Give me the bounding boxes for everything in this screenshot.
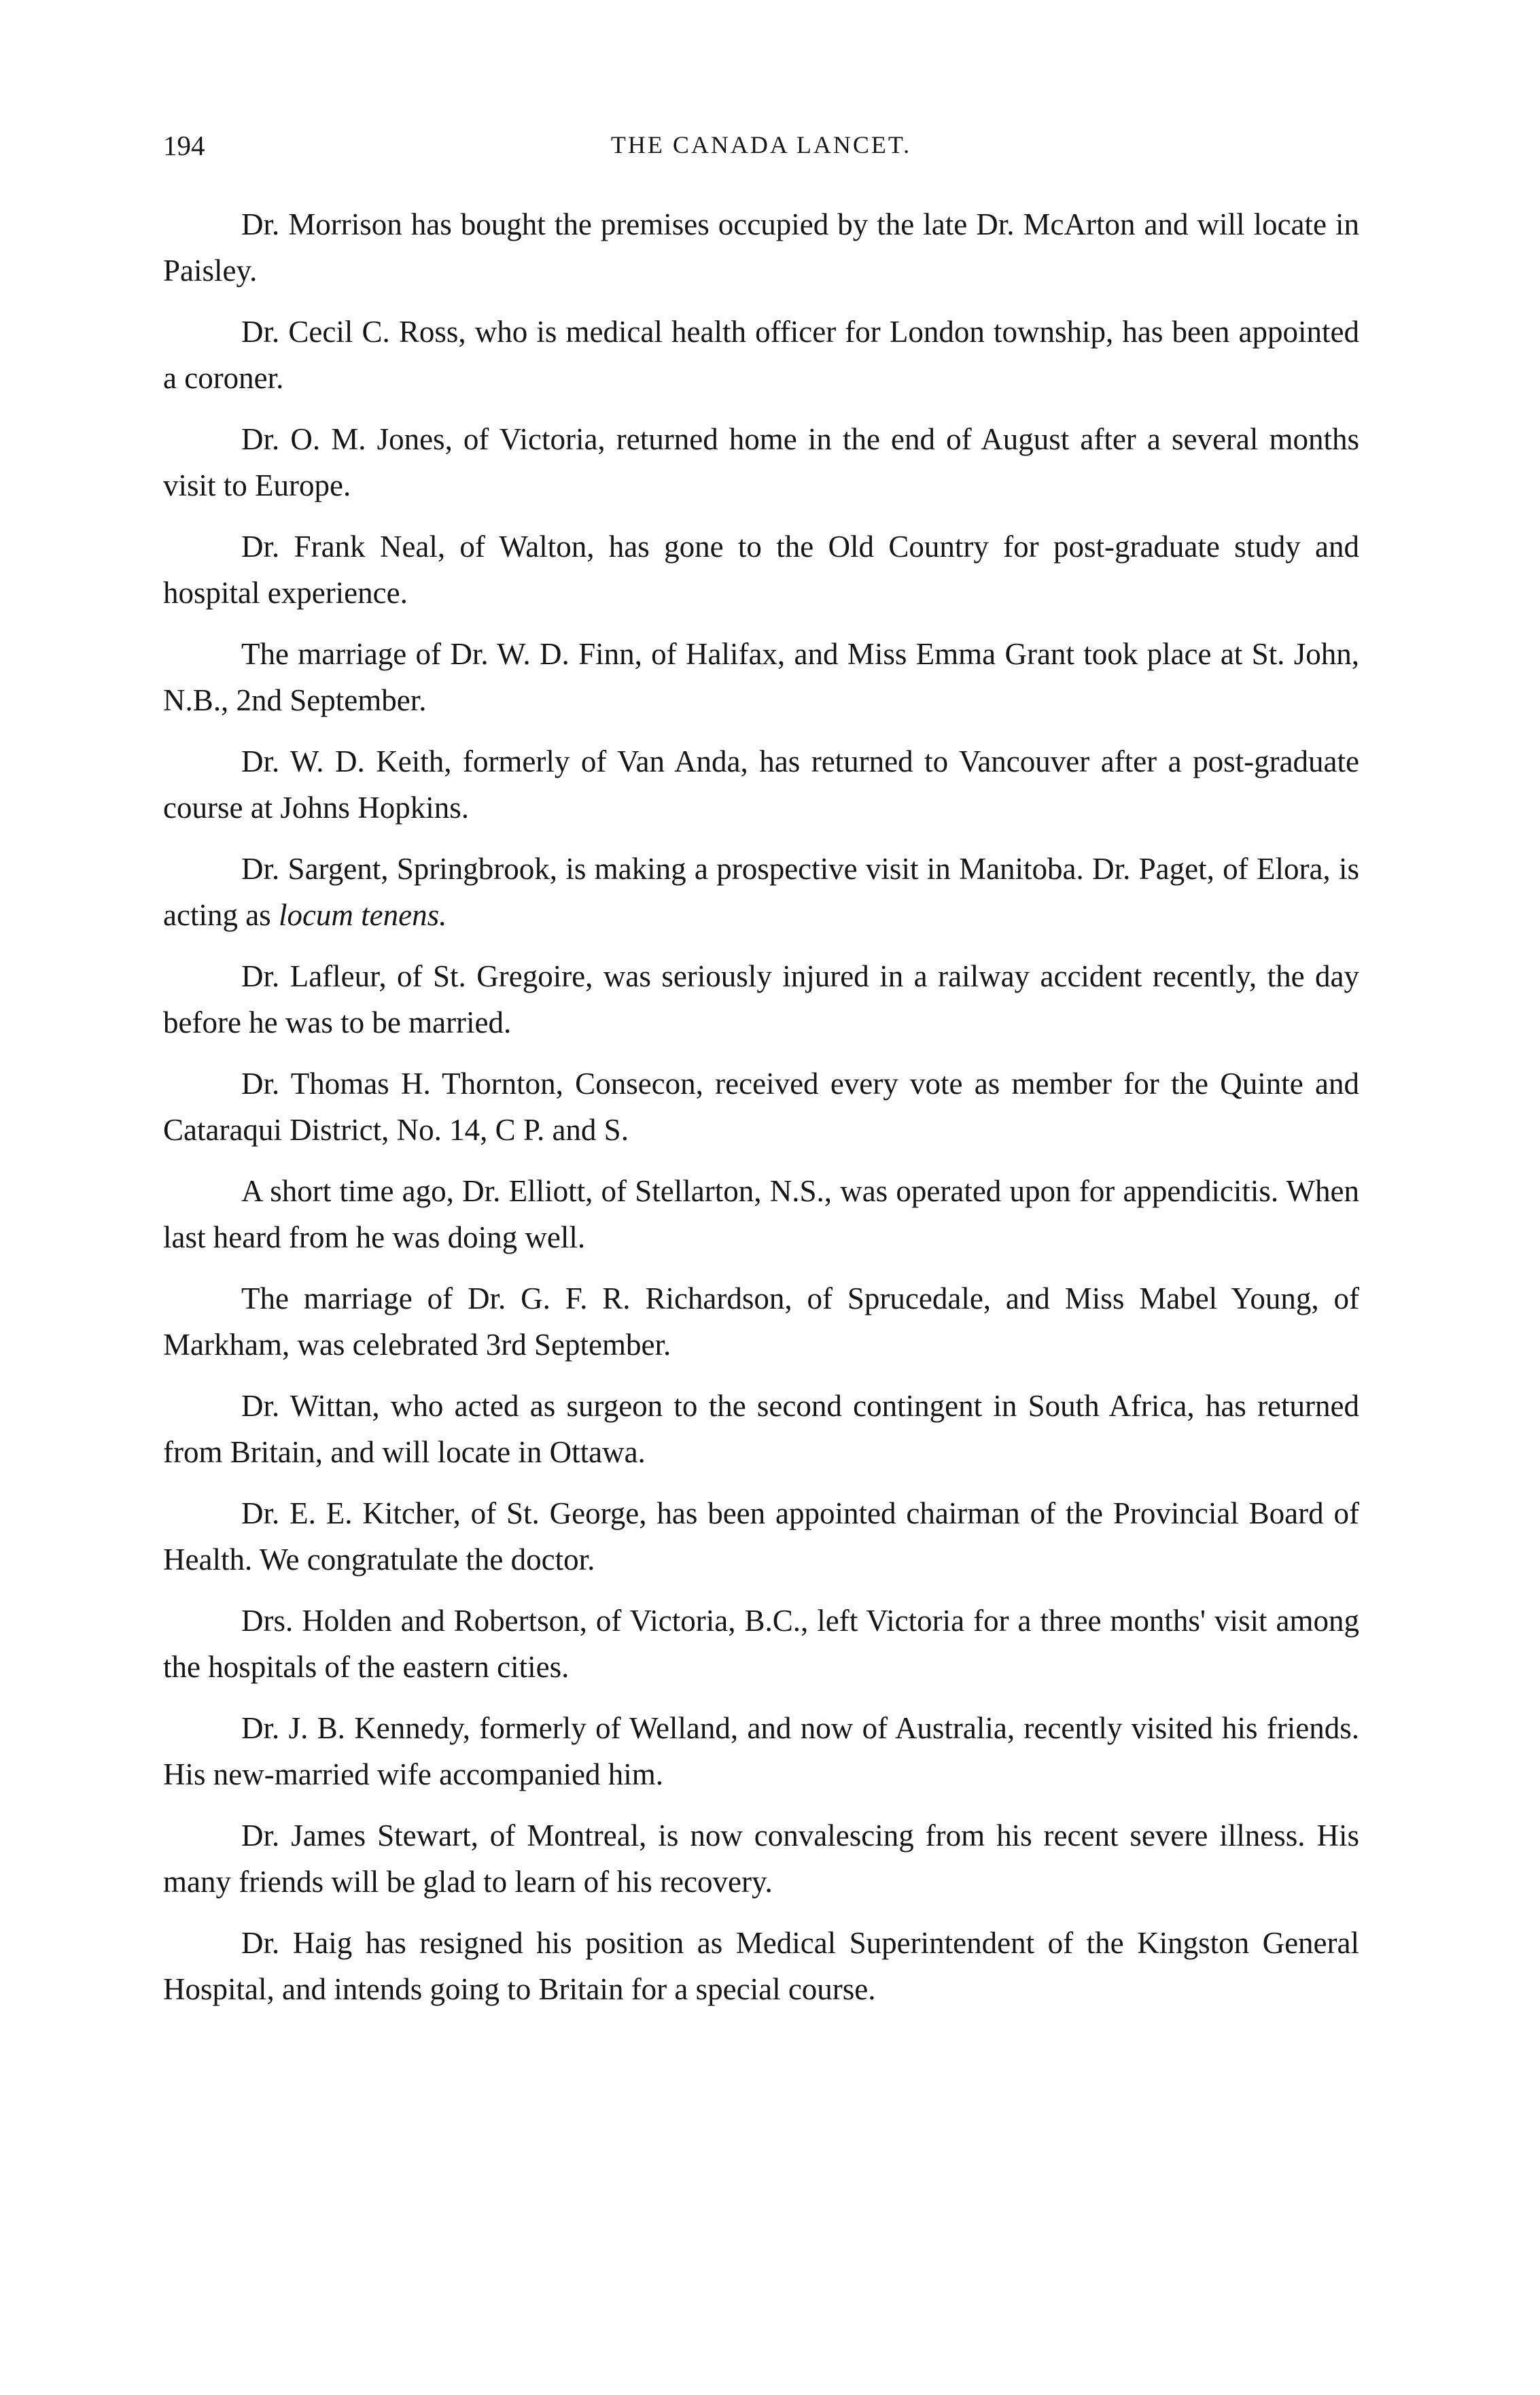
news-item-morrison bbox=[163, 201, 1359, 294]
news-item-text: Dr. O. M. Jones, of Victoria, returned home in the end of August after a several months visit to Europe. bbox=[163, 422, 1359, 502]
news-item-holden-robertson bbox=[163, 1598, 1359, 1690]
personal-news-items bbox=[163, 201, 1359, 2012]
journal-title: THE CANADA LANCET. bbox=[610, 131, 912, 158]
news-item-text: Dr. Morrison has bought the premises occupied by the late Dr. McArton and will locate in Paisley. bbox=[163, 207, 1359, 288]
news-item-wittan bbox=[163, 1383, 1359, 1475]
news-item-text: The marriage of Dr. G. F. R. Richardson, of Sprucedale, and Miss Mabel Young, of Markham, was celebrated 3rd September. bbox=[163, 1281, 1359, 1362]
page-number: 194 bbox=[163, 130, 205, 161]
news-item-stewart bbox=[163, 1812, 1359, 1905]
news-item-italic-text: locum tenens. bbox=[278, 898, 447, 932]
news-item-text: The marriage of Dr. W. D. Finn, of Halifax, and Miss Emma Grant took place at St. John, N.B., 2nd September. bbox=[163, 637, 1359, 717]
news-item-text: Dr. Wittan, who acted as surgeon to the second contingent in South Africa, has returned from Britain, and will locate in Ottawa. bbox=[163, 1389, 1359, 1469]
news-item-ross bbox=[163, 309, 1359, 401]
news-item-text: Dr. J. B. Kennedy, formerly of Welland, and now of Australia, recently visited his friends. His new-married wife accompanied him. bbox=[163, 1711, 1359, 1791]
news-item-thornton bbox=[163, 1061, 1359, 1153]
news-item-finn-marriage bbox=[163, 631, 1359, 723]
news-item-haig bbox=[163, 1920, 1359, 2012]
news-item-text: Dr. E. E. Kitcher, of St. George, has been appointed chairman of the Provincial Board of Health. We congratulate the doctor. bbox=[163, 1496, 1359, 1576]
news-item-sargent bbox=[163, 846, 1359, 938]
news-item-text: A short time ago, Dr. Elliott, of Stellarton, N.S., was operated upon for appendicitis. When last heard from he was doing well. bbox=[163, 1174, 1359, 1254]
news-item-text: Dr. Sargent, Springbrook, is making a prospective visit in Manitoba. Dr. Paget, of Elora, is acting as bbox=[163, 852, 1359, 932]
news-item-richardson-marriage bbox=[163, 1275, 1359, 1368]
news-item-text: Drs. Holden and Robertson, of Victoria, B.C., left Victoria for a three months' visit among the hospitals of the eastern cities. bbox=[163, 1604, 1359, 1684]
news-item-lafleur bbox=[163, 953, 1359, 1046]
news-item-kitcher bbox=[163, 1490, 1359, 1583]
news-item-text: Dr. Cecil C. Ross, who is medical health officer for London township, has been appointed a coroner. bbox=[163, 315, 1359, 395]
news-item-text: Dr. Frank Neal, of Walton, has gone to the Old Country for post-graduate study and hospital experience. bbox=[163, 530, 1359, 610]
news-item-text: Dr. Haig has resigned his position as Medical Superintendent of the Kingston General Hospital, and intends going to Britain for a special course. bbox=[163, 1926, 1359, 2006]
news-item-text: Dr. Lafleur, of St. Gregoire, was seriously injured in a railway accident recently, the day before he was to be married. bbox=[163, 959, 1359, 1039]
news-item-elliott bbox=[163, 1168, 1359, 1260]
news-item-keith bbox=[163, 738, 1359, 831]
news-item-text: Dr. James Stewart, of Montreal, is now convalescing from his recent severe illness. His many friends will be glad to learn of his recovery. bbox=[163, 1819, 1359, 1899]
news-item-kennedy bbox=[163, 1705, 1359, 1797]
news-item-jones bbox=[163, 416, 1359, 509]
news-item-neal bbox=[163, 523, 1359, 616]
news-item-text: Dr. W. D. Keith, formerly of Van Anda, has returned to Vancouver after a post-graduate course at Johns Hopkins. bbox=[163, 744, 1359, 825]
news-item-text: Dr. Thomas H. Thornton, Consecon, received every vote as member for the Quinte and Cataraqui District, No. 14, C P. and S. bbox=[163, 1067, 1359, 1147]
journal-page bbox=[163, 129, 1359, 2027]
running-head bbox=[163, 129, 1359, 177]
